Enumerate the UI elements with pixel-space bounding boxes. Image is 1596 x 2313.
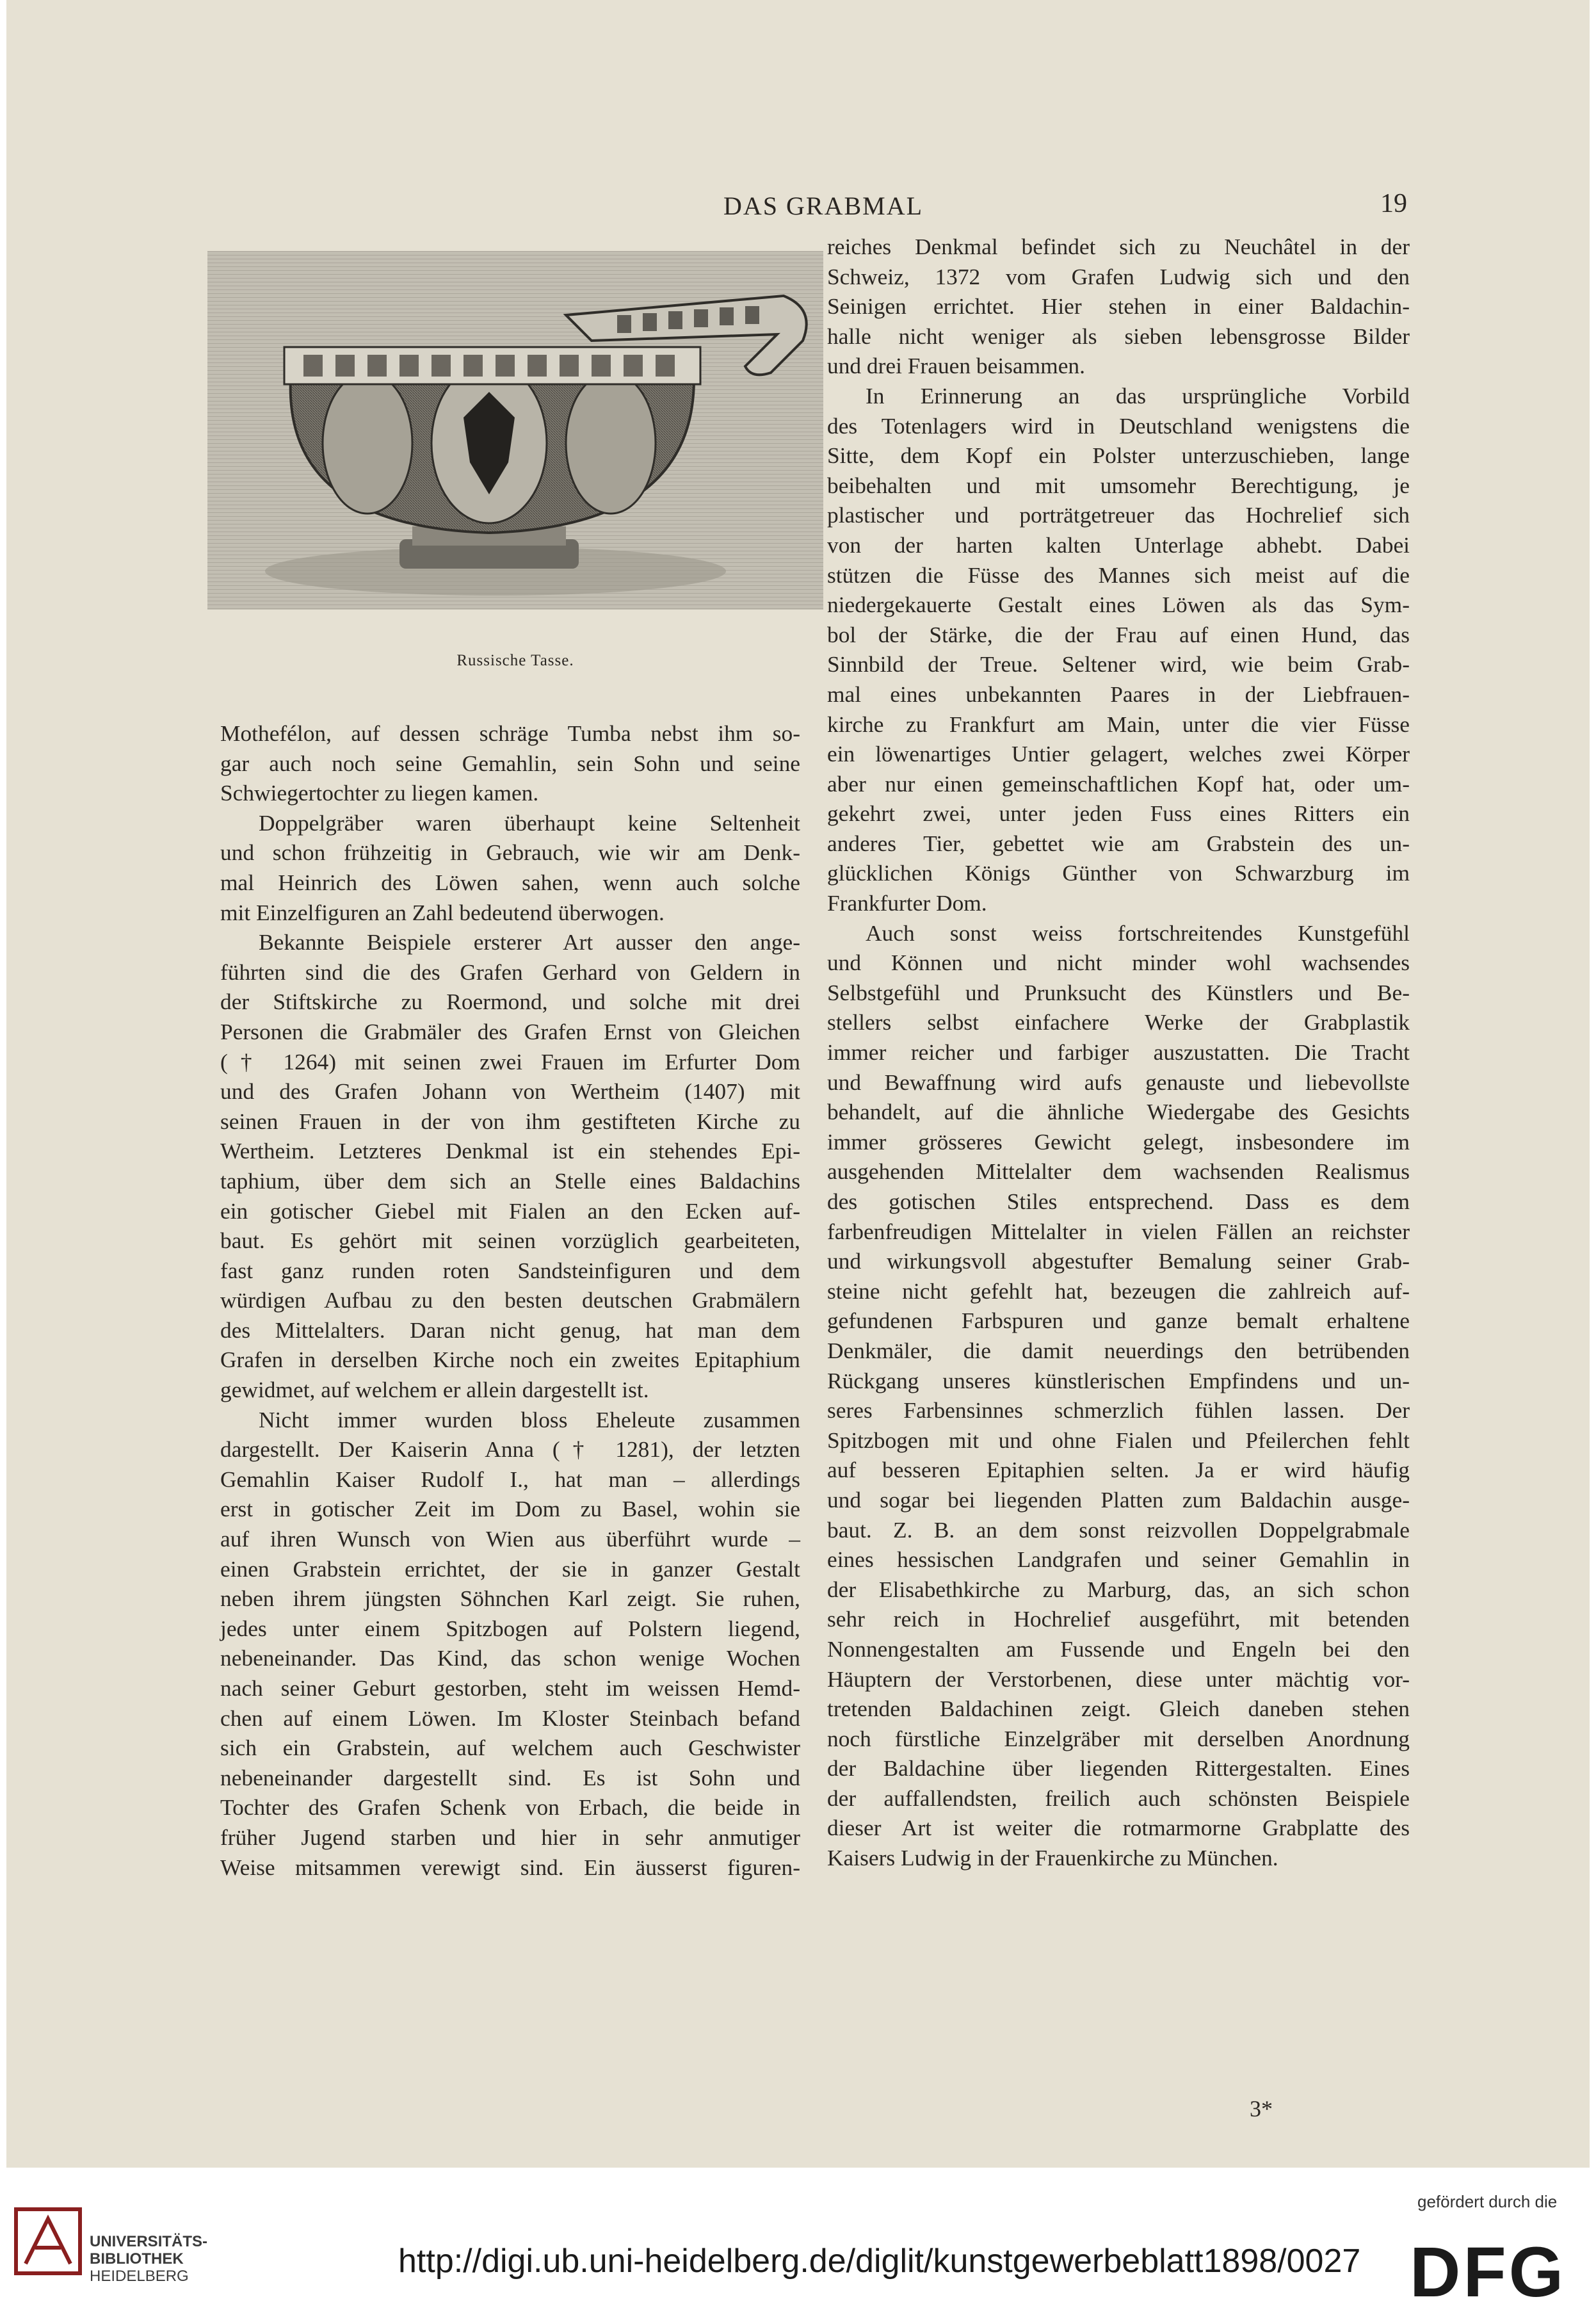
paragraph: reiches Denkmal befindet sich zu Neuchâtel in der Schweiz, 1372 vom Grafen Ludwig sich und den Seinigen errichtet. Hier stehen in einer Baldachin- halle nicht weniger als sieben lebensgrosse Bilder und drei Frauen beisammen. [827, 234, 1410, 379]
left-column [220, 718, 800, 1882]
paragraph: Mothefélon, auf dessen schräge Tumba nebst ihm so- gar auch noch seine Gemahlin, sein Sohn und seine Schwiegertochter zu liegen kamen. [220, 720, 800, 806]
permalink-url[interactable]: http://digi.ub.uni-heidelberg.de/diglit/kunstgewerbeblatt1898/0027 [398, 2243, 1361, 2280]
sponsor-note: gefördert durch die [1417, 2192, 1558, 2211]
paragraph: Bekannte Beispiele ersterer Art ausser den ange- führten sind die des Grafen Gerhard von Geldern in der Stiftskirche zu Roermond, und solche mit drei Personen die Grabmäler des Grafen Ernst von Gleichen († 1264) mit seinen zwei Frauen im Erfurter Dom und des Grafen Johann von Wertheim (1407) mit seinen Frauen in der von ihm gestifteten Kirche zu Wertheim. Letzteres Denkmal ist ein stehendes Epi- taphium, über dem sich an Stelle eines Baldachins ein gotischer Giebel mit Fialen an den Ecken auf- baut. Es gehört mit seinen vorzüglich gearbeiteten, fast ganz runden roten Sandsteinfiguren und dem würdigen Aufbau zu den besten deutschen Grabmälern des Mittelalters. Daran nicht genug, hat man dem Grafen in derselben Kirche noch ein zweites Epitaphium gewidmet, auf welchem er allein dargestellt ist. [220, 929, 800, 1403]
right-column [827, 232, 1410, 1873]
paragraph: Nicht immer wurden bloss Eheleute zusammen dargestellt. Der Kaiserin Anna († 1281), der letzten Gemahlin Kaiser Rudolf I., hat man – allerdings erst in gotischer Zeit im Dom zu Basel, wohin sie auf ihren Wunsch von Wien aus überführt wurde – einen Grabstein errichtet, der sie in ganzer Gestalt neben ihrem jüngsten Söhnchen Karl zeigt. Sie ruhen, jedes unter einem Spitzbogen auf Polstern liegend, nebeneinander. Das Kind, das schon wenige Wochen nach seiner Geburt gestorben, steht im weissen Hemd- chen auf einem Löwen. Im Kloster Steinbach befand sich ein Grabstein, auf welchem auch Geschwister nebeneinander dargestellt sind. Es ist Sohn und Tochter des Grafen Schenk von Erbach, die beide in früher Jugend starben und hier in sehr anmutiger Weise mitsammen verewigt sind. Ein äusserst figuren- [220, 1406, 800, 1880]
paragraph: Auch sonst weiss fortschreitendes Kunstgefühl und Können und nicht minder wohl wachsendes Selbstgefühl und Prunksucht des Künstlers und Be- stellers selbst einfachere Werke der Grabplastik immer reicher und farbiger auszustatten. Die Tracht und Bewaffnung wird aufs genauste und liebevollste behandelt, auf die ähnliche Wiedergabe des Gesichts immer grösseres Gewicht gelegt, insbesondere im ausgehenden Mittelalter dem wachsenden Realismus des gotischen Stiles entsprechend. Dass es dem farbenfreudigen Mittelalter in vielen Fällen an reichster und wirkungsvoll abgestufter Bemalung seiner Grab- steine nicht gefehlt hat, bezeugen die zahlreich auf- gefundenen Farbspuren und ganze bemalt erhaltene Denkmäler, die damit neuerdings den betrübenden Rückgang unseres künstlerischen Empfindens und un- seres Farbensinnes schmerzlich fühlen lassen. Der Spitzbogen mit und ohne Fialen und Pfeilerchen fehlt auf besseren Epitaphien selten. Ja er wird häufig und sogar bei liegenden Platten zum Baldachin ausge- baut. Z. B. an dem sonst reizvollen Doppelgrabmale eines hessischen Landgrafen und seiner Gemahlin in der Elisabethkirche zu Marburg, das, an sich schon sehr reich in Hochrelief ausgeführt, mit betenden Nonnengestalten am Fussende und Engeln bei den Häuptern der Verstorbenen, diese unter mächtig vor- tretenden Baldachinen zeigt. Gleich daneben stehen noch fürstliche Einzelgräber mit derselben Anordnung der Baldachine über liegenden Rittergestalten. Eines der auffallendsten, freilich auch schönsten Beispiele dieser Art ist weiter die rotmarmorne Grabplatte des Kaisers Ludwig in der Frauenkirche zu München. [827, 920, 1410, 1871]
russian-cup-engraving-icon [207, 251, 823, 610]
figure-russian-cup [207, 251, 823, 610]
signature-mark: 3* [1250, 2096, 1273, 2122]
paragraph: In Erinnerung an das ursprüngliche Vorbild des Totenlagers wird in Deutschland wenigstens die Sitte, dem Kopf ein Polster unterzuschieben, lange beibehalten und mit umsomehr Berechtigung, je plastischer und porträtgetreuer das Hochrelief sich von der harten kalten Unterlage abhebt. Dabei stützen die Füsse des Mannes sich meist auf die niedergekauerte Gestalt eines Löwen als das Sym- bol der Stärke, die der Frau auf einen Hund, das Sinnbild der Treue. Seltener wird, wie beim Grab- mal eines unbekannten Paares in der Liebfrauen- kirche zu Frankfurt am Main, unter die vier Füsse ein löwenartiges Untier gelagert, welches zwei Körper aber nur einen gemeinschaftlichen Kopf hat, oder um- gekehrt zwei, unter jeden Fuss eines Ritters ein anderes Tier, gebettet wie am Grabstein des un- glücklichen Königs Günther von Schwarzburg im Frankfurter Dom. [827, 382, 1410, 916]
figure-caption: Russische Tasse. [456, 652, 574, 669]
paragraph: Doppelgräber waren überhaupt keine Seltenheit und schon frühzeitig in Gebrauch, wie wir am Denk- mal Heinrich des Löwen sahen, wenn auch solche mit Einzelfiguren an Zahl bedeutend überwogen. [220, 809, 800, 925]
running-head: DAS GRABMAL [723, 191, 924, 220]
dfg-logo-icon: DFG [1410, 2233, 1567, 2312]
book-page [6, 0, 1590, 2168]
digitization-footer [0, 2168, 1596, 2312]
page-number: 19 [1380, 189, 1407, 218]
library-name: UNIVERSITÄTS- BIBLIOTHEK HEIDELBERG [90, 2233, 208, 2285]
university-library-logo-icon [13, 2206, 83, 2276]
